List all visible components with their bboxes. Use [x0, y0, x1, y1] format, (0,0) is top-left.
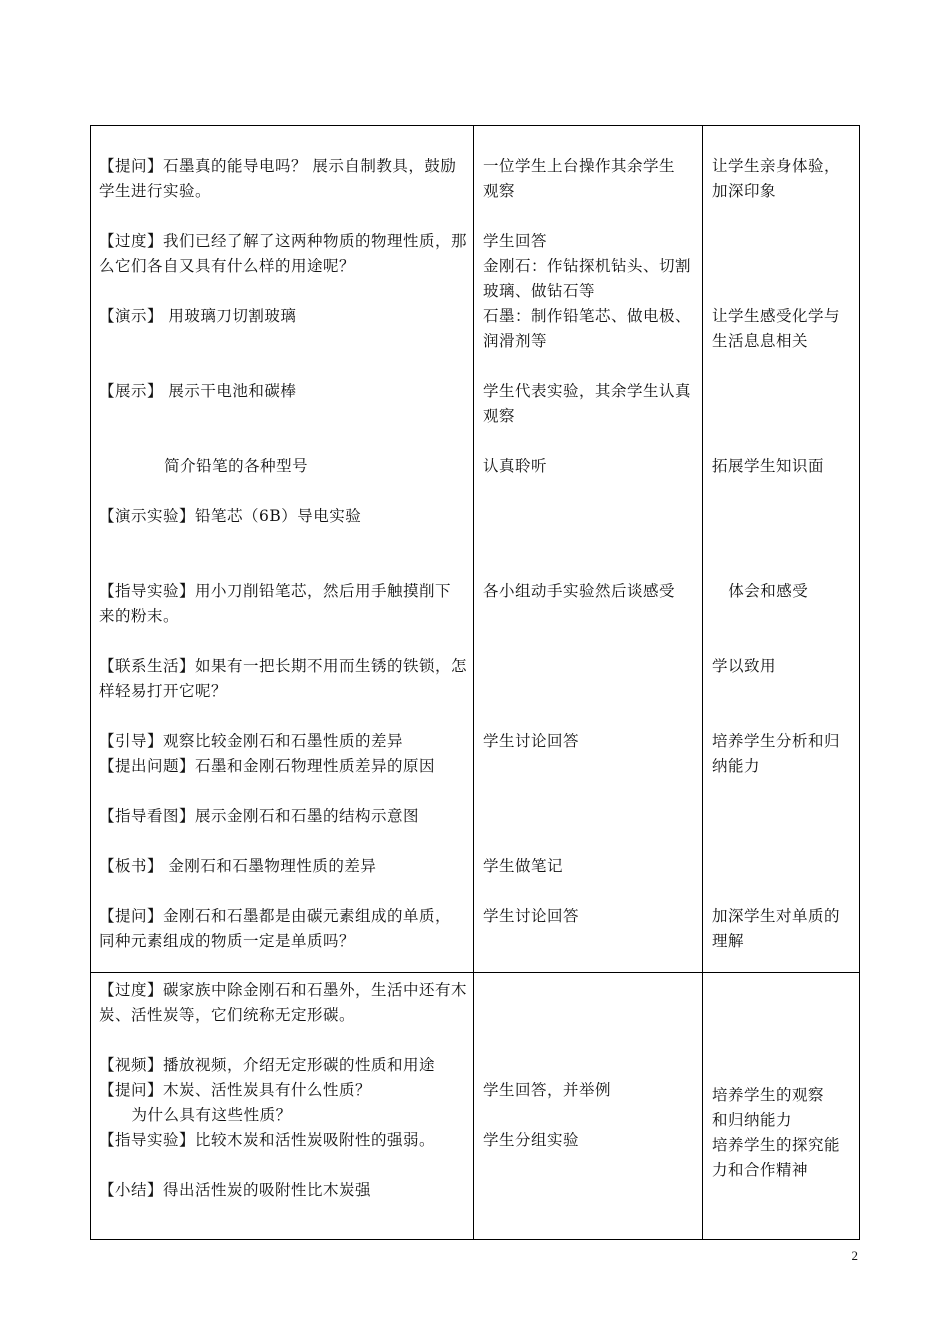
column-divider-2 [702, 126, 703, 1239]
text-line: 认真聆听 [483, 457, 548, 475]
text-line: 学生分组实验 [483, 1131, 580, 1149]
text-line: 玻璃、做钻石等 [483, 282, 596, 300]
text-line: 各小组动手实验然后谈感受 [483, 582, 676, 600]
text-line: 观察 [483, 407, 516, 425]
text-line: 【指导看图】展示金刚石和石墨的结构示意图 [99, 807, 420, 825]
text-line: 学以致用 [712, 657, 777, 675]
text-line: 样轻易打开它呢？ [99, 682, 228, 700]
text-line: 让学生亲身体验， [712, 157, 841, 175]
text-line: 【指导实验】用小刀削铅笔芯，然后用手触摸削下 [99, 582, 452, 600]
text-line: 理解 [712, 932, 745, 950]
column-divider-1 [473, 126, 474, 1239]
text-line: 【提出问题】石墨和金刚石物理性质差异的原因 [99, 757, 436, 775]
text-line: 学生回答 [483, 232, 548, 250]
text-line: 么它们各自又具有什么样的用途呢？ [99, 257, 356, 275]
text-line: 简介铅笔的各种型号 [99, 457, 309, 475]
text-line: 同种元素组成的物质一定是单质吗？ [99, 932, 356, 950]
text-line: 【演示实验】铅笔芯（6B）导电实验 [99, 507, 362, 525]
text-line: 【过度】我们已经了解了这两种物质的物理性质，那 [99, 232, 468, 250]
text-line: 【演示】 用玻璃刀切割玻璃 [99, 307, 297, 325]
text-line: 拓展学生知识面 [712, 457, 825, 475]
text-line: 学生讨论回答 [483, 907, 580, 925]
text-line: 【提问】石墨真的能导电吗？ 展示自制教具，鼓励 [99, 157, 457, 175]
text-line: 为什么具有这些性质？ [99, 1106, 292, 1124]
text-line: 加深学生对单质的 [712, 907, 841, 925]
text-line: 学生讨论回答 [483, 732, 580, 750]
text-line: 【小结】得出活性炭的吸附性比木炭强 [99, 1181, 372, 1199]
text-line: 【指导实验】比较木炭和活性炭吸附性的强弱。 [99, 1131, 436, 1149]
text-line: 【提问】金刚石和石墨都是由碳元素组成的单质， [99, 907, 452, 925]
text-line: 金刚石：作钻探机钻头、切割 [483, 257, 692, 275]
text-line: 培养学生的观察 [712, 1086, 825, 1104]
text-line: 观察 [483, 182, 516, 200]
text-line: 学生代表实验，其余学生认真 [483, 382, 692, 400]
text-line: 生活息息相关 [712, 332, 809, 350]
text-line: 学生进行实验。 [99, 182, 212, 200]
text-line: 【提问】木炭、活性炭具有什么性质？ [99, 1081, 372, 1099]
text-line: 石墨：制作铅笔芯、做电极、 [483, 307, 692, 325]
text-line: 学生做笔记 [483, 857, 564, 875]
text-line: 【板书】 金刚石和石墨物理性质的差异 [99, 857, 377, 875]
text-line: 【视频】播放视频，介绍无定形碳的性质和用途 [99, 1056, 436, 1074]
text-line: 和归纳能力 [712, 1111, 793, 1129]
text-line: 力和合作精神 [712, 1161, 809, 1179]
text-line: 培养学生分析和归 [712, 732, 841, 750]
text-line: 来的粉末。 [99, 607, 180, 625]
text-line: 加深印象 [712, 182, 777, 200]
text-line: 一位学生上台操作其余学生 [483, 157, 676, 175]
text-line: 【展示】 展示干电池和碳棒 [99, 382, 297, 400]
text-line: 【引导】观察比较金刚石和石墨性质的差异 [99, 732, 404, 750]
row-divider [91, 972, 859, 973]
text-line: 炭、活性炭等，它们统称无定形碳。 [99, 1006, 356, 1024]
text-line: 【过度】碳家族中除金刚石和石墨外，生活中还有木 [99, 981, 468, 999]
text-line: 润滑剂等 [483, 332, 548, 350]
text-line: 纳能力 [712, 757, 761, 775]
text-line: 【联系生活】如果有一把长期不用而生锈的铁锁，怎 [99, 657, 468, 675]
text-line: 体会和感受 [712, 582, 809, 600]
text-line: 让学生感受化学与 [712, 307, 841, 325]
text-line: 培养学生的探究能 [712, 1136, 841, 1154]
text-line: 学生回答，并举例 [483, 1081, 612, 1099]
lesson-plan-table [90, 125, 860, 1240]
page-number: 2 [851, 1248, 858, 1263]
